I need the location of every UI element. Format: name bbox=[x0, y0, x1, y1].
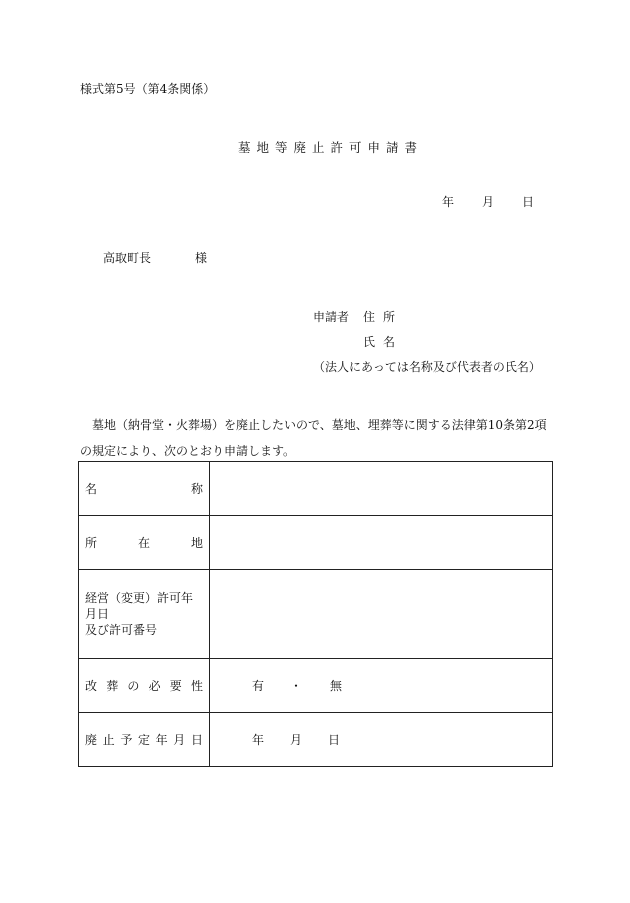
table-row bbox=[79, 462, 553, 516]
date-year: 年 bbox=[442, 195, 455, 209]
label-char: 月 bbox=[173, 733, 186, 747]
row-label-permit bbox=[79, 570, 210, 659]
label-char: 廃 bbox=[85, 733, 98, 747]
spread-label bbox=[85, 677, 203, 694]
spread-label bbox=[85, 731, 203, 748]
row-label-location bbox=[79, 516, 210, 570]
table-row bbox=[79, 516, 553, 570]
row-label-abolition-date bbox=[79, 713, 210, 767]
value-necessity[interactable] bbox=[210, 659, 553, 713]
date-month: 月 bbox=[482, 195, 495, 209]
label-char: 必 bbox=[148, 679, 161, 693]
spread-label bbox=[85, 480, 203, 497]
addressee-name: 高取町長 bbox=[103, 251, 152, 265]
value-abolition-date[interactable] bbox=[210, 713, 553, 767]
body-text: 墓地（納骨堂・火葬場）を廃止したいので、墓地、埋葬等に関する法律第10条第2項の規定により、次のとおり申請します。 bbox=[80, 418, 547, 458]
label-char: 所 bbox=[85, 536, 98, 550]
date-day: 日 bbox=[522, 195, 535, 209]
label-char: 日 bbox=[190, 733, 203, 747]
date-line bbox=[442, 193, 534, 210]
applicant-address-label: 住所 bbox=[363, 310, 404, 324]
abolition-year: 年 bbox=[252, 733, 265, 747]
label-char: 定 bbox=[137, 733, 150, 747]
addressee bbox=[103, 249, 207, 266]
value-name[interactable] bbox=[210, 462, 553, 516]
label-char: 性 bbox=[190, 679, 203, 693]
applicant-label: 申請者 bbox=[313, 310, 350, 324]
page-title: 墓地等廃止許可申請書 bbox=[238, 140, 424, 155]
label-line: 及び許可番号 bbox=[85, 623, 158, 637]
addressee-honorific: 様 bbox=[195, 251, 208, 265]
label-char: 名 bbox=[85, 482, 98, 496]
value-permit[interactable] bbox=[210, 570, 553, 659]
applicant-note: （法人にあっては名称及び代表者の氏名） bbox=[313, 360, 541, 374]
label-char: 止 bbox=[102, 733, 115, 747]
label-char: 葬 bbox=[106, 679, 119, 693]
form-number: 様式第5号（第4条関係） bbox=[80, 82, 216, 96]
label-line: 経営（変更）許可年月日 bbox=[85, 591, 194, 621]
table-row bbox=[79, 570, 553, 659]
applicant-name-label: 氏名 bbox=[363, 335, 404, 349]
label-char: 称 bbox=[190, 482, 203, 496]
spread-label bbox=[85, 534, 203, 551]
abolition-day: 日 bbox=[328, 733, 341, 747]
applicant-block bbox=[313, 305, 541, 380]
table-row bbox=[79, 713, 553, 767]
application-table bbox=[78, 461, 553, 767]
label-char: 在 bbox=[137, 536, 150, 550]
label-char: 予 bbox=[120, 733, 133, 747]
value-location[interactable] bbox=[210, 516, 553, 570]
label-char: 要 bbox=[169, 679, 182, 693]
separator-dot: ・ bbox=[290, 679, 303, 693]
label-char: 改 bbox=[85, 679, 98, 693]
table-row bbox=[79, 659, 553, 713]
abolition-month: 月 bbox=[290, 733, 303, 747]
row-label-name bbox=[79, 462, 210, 516]
row-label-necessity bbox=[79, 659, 210, 713]
label-char: 年 bbox=[155, 733, 168, 747]
option-yes[interactable]: 有 bbox=[252, 679, 265, 693]
option-no[interactable]: 無 bbox=[330, 679, 343, 693]
label-char: 地 bbox=[190, 536, 203, 550]
label-char: の bbox=[127, 679, 140, 693]
